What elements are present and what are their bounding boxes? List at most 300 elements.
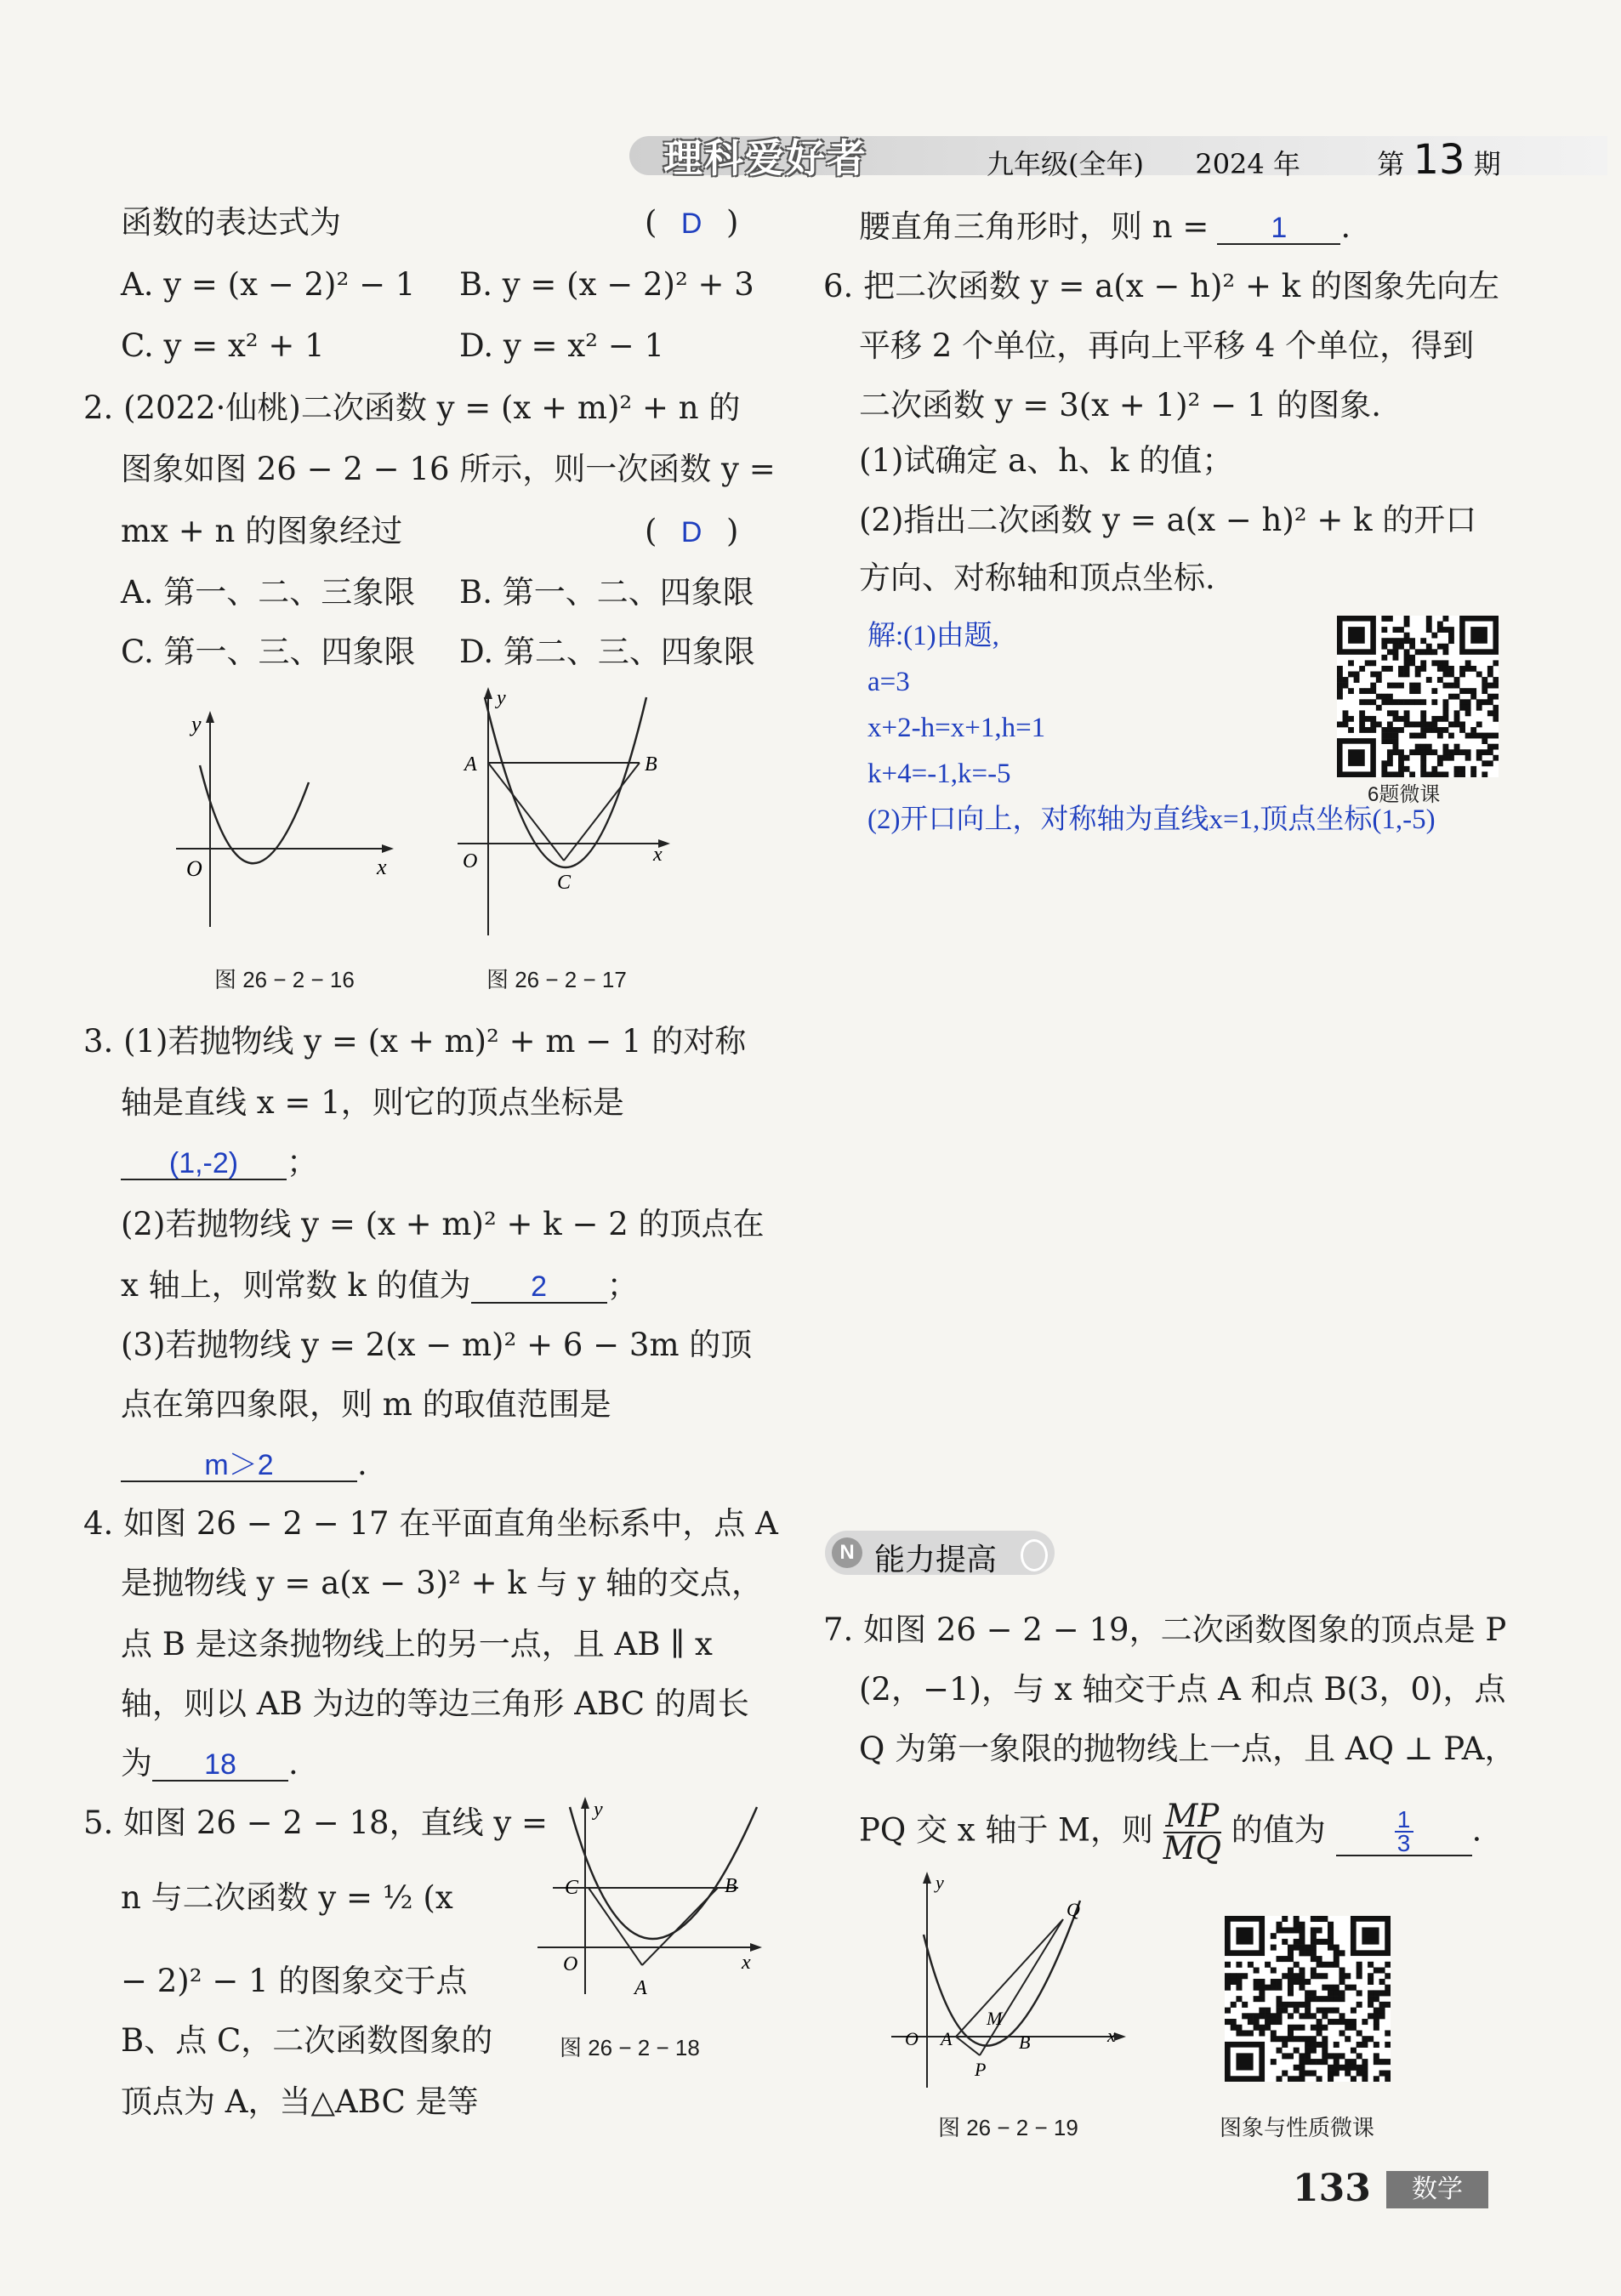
qr-module bbox=[1393, 649, 1399, 655]
qr-module bbox=[1437, 627, 1443, 633]
qr-module bbox=[1362, 2071, 1368, 2077]
qr-module bbox=[1426, 627, 1432, 633]
qr-module bbox=[1334, 1985, 1339, 1991]
qr-module bbox=[1359, 716, 1365, 722]
q2-line-2: 图象如图 26 − 2 − 16 所示，则一次函数 y = bbox=[121, 451, 776, 487]
q6-line-4: (1)试确定 a、h、k 的值； bbox=[859, 442, 1234, 479]
qr-module bbox=[1348, 727, 1354, 733]
q3-line-4 bbox=[121, 1267, 639, 1304]
figure-26-2-17-caption: 图 26 − 2 − 17 bbox=[486, 967, 627, 992]
qr-module bbox=[1317, 2019, 1322, 2025]
qr-module bbox=[1271, 1968, 1277, 1974]
qr-module bbox=[1317, 1927, 1322, 1933]
qr-module bbox=[1426, 749, 1432, 755]
section-tag bbox=[825, 1531, 1055, 1575]
qr-module bbox=[1437, 677, 1443, 683]
q1-choice bbox=[645, 204, 738, 242]
qr-module bbox=[1420, 755, 1426, 761]
q7-line-3: Q 为第一象限的抛物线上一点，且 AQ ⊥ PA， bbox=[859, 1731, 1516, 1767]
qr-module bbox=[1311, 1950, 1317, 1956]
qr-finder bbox=[1470, 627, 1487, 644]
qr-module bbox=[1470, 666, 1476, 672]
qr-finder bbox=[1236, 1927, 1253, 1944]
qr-module bbox=[1339, 2065, 1345, 2071]
qr-module bbox=[1442, 649, 1448, 655]
qr-module bbox=[1482, 749, 1487, 755]
qr-module bbox=[1442, 699, 1448, 705]
qr-module bbox=[1374, 2013, 1379, 2019]
qr-module bbox=[1482, 733, 1487, 739]
semicolon: ； bbox=[287, 1144, 318, 1180]
point-a-label: A bbox=[941, 2028, 953, 2049]
qr-module bbox=[1370, 721, 1376, 727]
qr-module bbox=[1343, 683, 1349, 689]
qr-module bbox=[1409, 638, 1415, 644]
q1-stem: 函数的表达式为 bbox=[121, 204, 341, 241]
qr-module bbox=[1359, 721, 1365, 727]
qr-module bbox=[1448, 749, 1454, 755]
qr-module bbox=[1282, 2008, 1288, 2014]
qr-module bbox=[1442, 744, 1448, 750]
q7-answer-numerator: 1 bbox=[1395, 1809, 1413, 1833]
qr-module bbox=[1370, 716, 1376, 722]
qr-module bbox=[1393, 627, 1399, 633]
segment-ac bbox=[488, 763, 564, 861]
qr-module bbox=[1311, 1945, 1317, 1951]
qr-module bbox=[1398, 760, 1404, 766]
qr-module bbox=[1357, 2042, 1362, 2048]
qr-module bbox=[1482, 683, 1487, 689]
q1-option-b: B. y = (x − 2)² + 3 bbox=[459, 266, 754, 303]
qr-module bbox=[1385, 2059, 1391, 2065]
qr-module bbox=[1362, 2076, 1368, 2082]
qr-module bbox=[1337, 721, 1343, 727]
qr-code-q6[interactable] bbox=[1337, 616, 1499, 777]
qr-module bbox=[1454, 744, 1460, 750]
qr-module bbox=[1351, 2076, 1357, 2082]
q4-line-2: 是抛物线 y = a(x − 3)² + k 与 y 轴的交点， bbox=[121, 1565, 764, 1601]
qr-module bbox=[1374, 1996, 1379, 2002]
qr-module bbox=[1398, 755, 1404, 761]
qr-module bbox=[1482, 677, 1487, 683]
qr-module bbox=[1404, 638, 1410, 644]
qr-module bbox=[1357, 2071, 1362, 2077]
qr-module bbox=[1317, 1956, 1322, 1962]
qr-module bbox=[1431, 633, 1437, 639]
qr-module bbox=[1299, 2065, 1305, 2071]
qr-module bbox=[1277, 1922, 1283, 1928]
x-arrow bbox=[382, 844, 394, 853]
qr-module bbox=[1387, 666, 1393, 672]
qr-module bbox=[1387, 755, 1393, 761]
qr-module bbox=[1305, 1950, 1311, 1956]
qr-module bbox=[1442, 616, 1448, 622]
figure-26-2-18 bbox=[527, 1790, 774, 2003]
qr-module bbox=[1381, 738, 1387, 744]
qr-module bbox=[1322, 2059, 1328, 2065]
qr-module bbox=[1379, 2059, 1385, 2065]
qr-module bbox=[1334, 2071, 1339, 2077]
qr-module bbox=[1393, 699, 1399, 705]
parabola bbox=[485, 697, 646, 867]
badge-icon: N bbox=[832, 1537, 862, 1568]
qr-module bbox=[1368, 1990, 1374, 1996]
qr-module bbox=[1426, 622, 1432, 628]
qr-module bbox=[1345, 2025, 1351, 2031]
qr-module bbox=[1305, 2013, 1311, 2019]
qr-module bbox=[1345, 1985, 1351, 1991]
qr-module bbox=[1328, 2065, 1334, 2071]
qr-module bbox=[1387, 699, 1393, 705]
qr2-caption: 图象与性质微课 bbox=[1220, 2115, 1375, 2140]
q3-line-2: 轴是直线 x = 1，则它的顶点坐标是 bbox=[121, 1084, 624, 1121]
qr-module bbox=[1311, 1927, 1317, 1933]
page-number: 133 bbox=[1293, 2167, 1371, 2210]
qr-module bbox=[1476, 721, 1482, 727]
qr-module bbox=[1265, 2025, 1271, 2031]
qr-module bbox=[1379, 1990, 1385, 1996]
qr-module bbox=[1294, 2008, 1300, 2014]
qr-module bbox=[1374, 2076, 1379, 2082]
qr-module bbox=[1322, 2008, 1328, 2014]
qr-module bbox=[1294, 2036, 1300, 2042]
qr-module bbox=[1317, 2025, 1322, 2031]
x-arrow bbox=[750, 1943, 762, 1952]
qr-module bbox=[1426, 649, 1432, 655]
qr-module bbox=[1476, 672, 1482, 678]
qr-module bbox=[1385, 1985, 1391, 1991]
point-a-label: A bbox=[464, 753, 477, 776]
qr-module bbox=[1420, 721, 1426, 727]
qr-module bbox=[1248, 2019, 1254, 2025]
qr-module bbox=[1379, 2071, 1385, 2077]
qr-module bbox=[1448, 627, 1454, 633]
q3-answer-3-line bbox=[121, 1446, 367, 1483]
qr-module bbox=[1409, 655, 1415, 661]
qr-module bbox=[1404, 660, 1410, 666]
y-label: y bbox=[497, 687, 506, 709]
qr-module bbox=[1288, 1985, 1294, 1991]
point-q-label: Q bbox=[1066, 1899, 1080, 1920]
origin-label: O bbox=[463, 850, 478, 872]
qr-module bbox=[1259, 1996, 1265, 2002]
qr-module bbox=[1345, 2071, 1351, 2077]
qr-module bbox=[1282, 1916, 1288, 1922]
qr-module bbox=[1288, 2030, 1294, 2036]
qr-module bbox=[1459, 749, 1465, 755]
qr-module bbox=[1393, 638, 1399, 644]
issue-number: 13 bbox=[1413, 136, 1465, 184]
qr-code-graph-properties[interactable] bbox=[1225, 1916, 1391, 2082]
q6-line-2: 平移 2 个单位，再向上平移 4 个单位，得到 bbox=[859, 327, 1475, 364]
origin-label: O bbox=[563, 1953, 578, 1975]
qr-module bbox=[1376, 677, 1382, 683]
qr-module bbox=[1404, 710, 1410, 716]
qr-module bbox=[1277, 1979, 1283, 1985]
qr-module bbox=[1236, 1996, 1242, 2002]
point-p-label: P bbox=[975, 2059, 987, 2080]
qr-module bbox=[1420, 744, 1426, 750]
qr-module bbox=[1381, 733, 1387, 739]
qr-module bbox=[1299, 2013, 1305, 2019]
parabola bbox=[570, 1807, 757, 1939]
qr-module bbox=[1368, 1962, 1374, 1968]
qr-module bbox=[1225, 1985, 1231, 1991]
qr-module bbox=[1470, 771, 1476, 777]
qr-module bbox=[1311, 2013, 1317, 2019]
qr-module bbox=[1409, 721, 1415, 727]
qr-module bbox=[1299, 1939, 1305, 1945]
qr-module bbox=[1393, 716, 1399, 722]
q3-line-4-text: x 轴上，则常数 k 的值为 bbox=[121, 1267, 471, 1304]
qr-module bbox=[1459, 688, 1465, 694]
qr-module bbox=[1294, 2076, 1300, 2082]
q5-cont-text: 腰直角三角形时，则 n = bbox=[859, 208, 1209, 245]
qr-module bbox=[1409, 644, 1415, 650]
magazine-logo: 理科爱好者 bbox=[663, 135, 867, 181]
qr-module bbox=[1277, 2036, 1283, 2042]
qr-module bbox=[1465, 710, 1471, 716]
qr-module bbox=[1385, 2042, 1391, 2048]
qr-module bbox=[1311, 1968, 1317, 1974]
qr-module bbox=[1357, 2002, 1362, 2008]
x-label: x bbox=[1107, 2025, 1116, 2046]
qr-module bbox=[1398, 727, 1404, 733]
qr-module bbox=[1348, 672, 1354, 678]
qr-module bbox=[1379, 2002, 1385, 2008]
qr-module bbox=[1493, 677, 1499, 683]
issue-prefix: 第 bbox=[1377, 148, 1405, 180]
qr-module bbox=[1454, 771, 1460, 777]
qr-module bbox=[1334, 2053, 1339, 2059]
qr-module bbox=[1277, 1956, 1283, 1962]
qr-module bbox=[1487, 733, 1493, 739]
qr-module bbox=[1398, 749, 1404, 755]
qr-module bbox=[1454, 721, 1460, 727]
qr-module bbox=[1459, 771, 1465, 777]
qr-module bbox=[1368, 1996, 1374, 2002]
qr-module bbox=[1381, 760, 1387, 766]
qr-module bbox=[1288, 2013, 1294, 2019]
qr-module bbox=[1322, 2025, 1328, 2031]
qr-module bbox=[1328, 1945, 1334, 1951]
qr-module bbox=[1448, 638, 1454, 644]
origin-label: O bbox=[186, 856, 202, 881]
qr-module bbox=[1365, 716, 1371, 722]
qr-module bbox=[1322, 1996, 1328, 2002]
qr-module bbox=[1311, 2071, 1317, 2077]
qr-module bbox=[1442, 672, 1448, 678]
qr-module bbox=[1368, 2002, 1374, 2008]
y-label: y bbox=[594, 1799, 603, 1821]
qr-module bbox=[1288, 2076, 1294, 2082]
qr-module bbox=[1374, 2019, 1379, 2025]
qr-module bbox=[1426, 727, 1432, 733]
qr-module bbox=[1334, 1996, 1339, 2002]
qr-module bbox=[1288, 2053, 1294, 2059]
qr-module bbox=[1305, 2053, 1311, 2059]
qr-module bbox=[1345, 2059, 1351, 2065]
qr-module bbox=[1370, 699, 1376, 705]
q3-line-3: (2)若抛物线 y = (x + m)² + k − 2 的顶点在 bbox=[121, 1206, 765, 1242]
qr-module bbox=[1351, 2008, 1357, 2014]
qr-module bbox=[1448, 694, 1454, 700]
qr-module bbox=[1271, 2059, 1277, 2065]
qr-module bbox=[1225, 2008, 1231, 2014]
qr-module bbox=[1387, 710, 1393, 716]
qr-module bbox=[1365, 688, 1371, 694]
qr-module bbox=[1431, 721, 1437, 727]
qr-module bbox=[1409, 683, 1415, 689]
qr-module bbox=[1465, 705, 1471, 711]
qr-module bbox=[1493, 733, 1499, 739]
qr-module bbox=[1385, 1973, 1391, 1979]
qr-module bbox=[1426, 644, 1432, 650]
y-arrow bbox=[923, 1872, 931, 1884]
qr-module bbox=[1248, 1962, 1254, 1968]
x-label: x bbox=[742, 1952, 751, 1974]
qr-module bbox=[1454, 749, 1460, 755]
q7-line-4-suffix: 的值为 bbox=[1231, 1811, 1326, 1849]
q2-choice bbox=[645, 513, 738, 551]
qr-module bbox=[1348, 688, 1354, 694]
qr-module bbox=[1415, 688, 1421, 694]
qr-module bbox=[1265, 2013, 1271, 2019]
qr-module bbox=[1404, 716, 1410, 722]
qr-module bbox=[1337, 666, 1343, 672]
qr-module bbox=[1465, 688, 1471, 694]
qr-module bbox=[1365, 660, 1371, 666]
q6-solution-2: a=3 bbox=[867, 667, 910, 697]
figure-26-2-18-caption: 图 26 − 2 − 18 bbox=[560, 2035, 700, 2060]
qr-module bbox=[1317, 1939, 1322, 1945]
qr-module bbox=[1351, 1985, 1357, 1991]
qr-module bbox=[1359, 688, 1365, 694]
qr-module bbox=[1431, 688, 1437, 694]
q3-line-6: 点在第四象限，则 m 的取值范围是 bbox=[121, 1386, 611, 1423]
qr-module bbox=[1225, 1979, 1231, 1985]
qr-module bbox=[1248, 2013, 1254, 2019]
qr-module bbox=[1345, 2019, 1351, 2025]
qr-module bbox=[1317, 2030, 1322, 2036]
qr-module bbox=[1339, 2053, 1345, 2059]
q3-answer-1: (1,-2) bbox=[121, 1148, 287, 1180]
qr-module bbox=[1381, 666, 1387, 672]
qr-module bbox=[1305, 2071, 1311, 2077]
qr-module bbox=[1487, 694, 1493, 700]
qr-module bbox=[1459, 699, 1465, 705]
qr-module bbox=[1381, 727, 1387, 733]
qr-module bbox=[1277, 1927, 1283, 1933]
qr-module bbox=[1374, 2042, 1379, 2048]
qr-module bbox=[1370, 672, 1376, 678]
q2-line-1: 2. (2022·仙桃)二次函数 y = (x + m)² + n 的 bbox=[83, 389, 741, 426]
qr-module bbox=[1442, 666, 1448, 672]
qr-module bbox=[1470, 727, 1476, 733]
qr-module bbox=[1368, 2036, 1374, 2042]
qr-module bbox=[1288, 1990, 1294, 1996]
q6-solution-3: x+2-h=x+1,h=1 bbox=[867, 713, 1046, 743]
qr-module bbox=[1288, 1979, 1294, 1985]
qr-module bbox=[1357, 2065, 1362, 2071]
qr-module bbox=[1465, 749, 1471, 755]
point-b-label: B bbox=[725, 1875, 737, 1897]
y-arrow bbox=[581, 1797, 589, 1809]
qr-module bbox=[1398, 644, 1404, 650]
segment-ca bbox=[589, 1888, 642, 1965]
qr-module bbox=[1282, 2053, 1288, 2059]
qr-module bbox=[1404, 666, 1410, 672]
qr-module bbox=[1311, 1990, 1317, 1996]
qr-module bbox=[1294, 1979, 1300, 1985]
qr-module bbox=[1381, 638, 1387, 644]
qr-module bbox=[1374, 2025, 1379, 2031]
qr-module bbox=[1265, 2019, 1271, 2025]
qr-module bbox=[1305, 2042, 1311, 2048]
qr-module bbox=[1387, 638, 1393, 644]
qr-module bbox=[1368, 1973, 1374, 1979]
qr-module bbox=[1409, 688, 1415, 694]
qr-module bbox=[1381, 699, 1387, 705]
qr-module bbox=[1465, 755, 1471, 761]
qr-module bbox=[1299, 1950, 1305, 1956]
qr-module bbox=[1404, 616, 1410, 622]
qr-module bbox=[1348, 660, 1354, 666]
qr-module bbox=[1288, 1927, 1294, 1933]
qr-module bbox=[1271, 2013, 1277, 2019]
qr-module bbox=[1282, 2002, 1288, 2008]
qr-module bbox=[1305, 1996, 1311, 2002]
qr-module bbox=[1442, 755, 1448, 761]
qr-module bbox=[1299, 1922, 1305, 1928]
q1-answer: D bbox=[680, 207, 702, 240]
qr-module bbox=[1487, 749, 1493, 755]
qr-module bbox=[1277, 2008, 1283, 2014]
q7-line-1: 7. 如图 26 − 2 − 19，二次函数图象的顶点是 P bbox=[823, 1611, 1507, 1648]
point-c-label: C bbox=[565, 1877, 579, 1899]
paren-open: ( bbox=[645, 513, 657, 549]
qr-module bbox=[1442, 710, 1448, 716]
qr-module bbox=[1294, 1922, 1300, 1928]
qr-module bbox=[1322, 1939, 1328, 1945]
qr-module bbox=[1359, 666, 1365, 672]
qr-module bbox=[1379, 1979, 1385, 1985]
qr-module bbox=[1339, 1968, 1345, 1974]
issue-info bbox=[987, 136, 1501, 184]
qr-module bbox=[1448, 672, 1454, 678]
q6-solution-4: k+4=-1,k=-5 bbox=[867, 759, 1011, 789]
qr-module bbox=[1288, 2025, 1294, 2031]
q2-option-a: A. 第一、二、三象限 bbox=[121, 574, 416, 611]
qr-module bbox=[1225, 2019, 1231, 2025]
qr-module bbox=[1265, 2008, 1271, 2014]
qr-module bbox=[1493, 716, 1499, 722]
qr-module bbox=[1334, 2065, 1339, 2071]
qr-module bbox=[1317, 2059, 1322, 2065]
paren-open: ( bbox=[645, 204, 657, 241]
qr-module bbox=[1334, 2008, 1339, 2014]
x-arrow bbox=[1114, 2032, 1126, 2041]
qr-module bbox=[1420, 699, 1426, 705]
qr-module bbox=[1328, 1922, 1334, 1928]
qr-module bbox=[1299, 1927, 1305, 1933]
q3-answer-3: m＞2 bbox=[121, 1450, 357, 1482]
qr-module bbox=[1242, 2030, 1248, 2036]
qr-module bbox=[1374, 2008, 1379, 2014]
qr-module bbox=[1357, 2030, 1362, 2036]
tag-end-icon bbox=[1021, 1539, 1048, 1571]
qr-module bbox=[1437, 727, 1443, 733]
